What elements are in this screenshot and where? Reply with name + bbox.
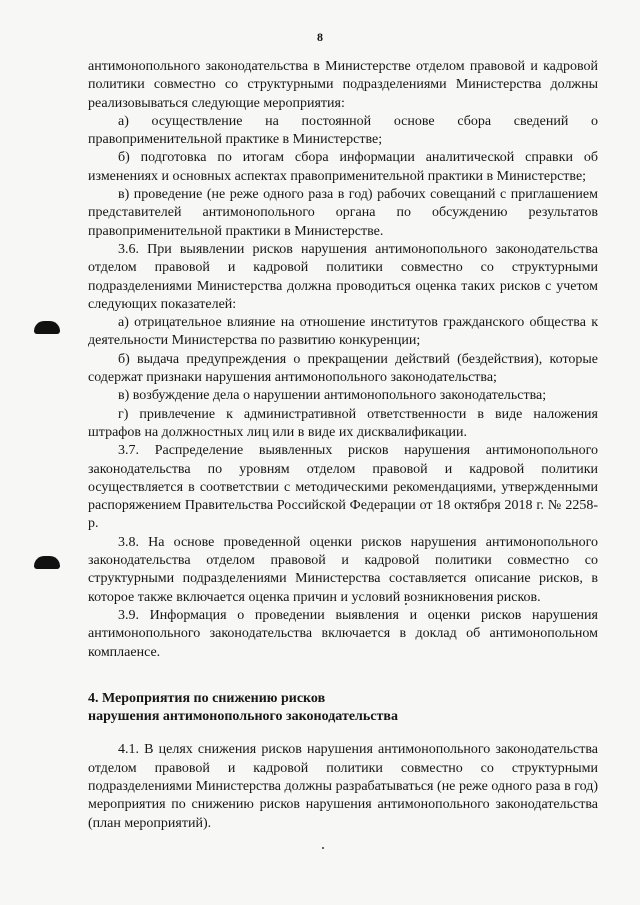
section-heading-line1: 4. Мероприятия по снижению рисков bbox=[88, 690, 326, 706]
list-item-b: б) подготовка по итогам сбора информации аналитической справки об изменениях и основных аспектах правоприменительной практики в Министерстве; bbox=[88, 150, 598, 184]
clause-4-1: 4.1. В целях снижения рисков нарушения антимонопольного законодательства отделом правовой и кадровой политики совместно со структурными подразделениями Министерства должны разрабатываться (не реже одного раза в год) мероприятия по снижению рисков нарушения антимонопольного законодательства (план мероприятий). bbox=[88, 742, 598, 831]
document-body bbox=[88, 58, 598, 833]
clause-3-8: 3.8. На основе проведенной оценки рисков нарушения антимонопольного законодательства отделом правовой и кадровой политики совместно со структурными подразделениями Министерства составляется описание рисков, в которое также включается оценка причин и условий возникновения рисков. bbox=[88, 534, 598, 605]
clause-3-9: 3.9. Информация о проведении выявления и оценки рисков нарушения антимонопольного законодательства включается в доклад об антимонопольном комплаенсе. bbox=[88, 607, 598, 660]
list-item-d: г) привлечение к административной ответственности в виде наложения штрафов на должностных лиц или в виде их дисквалификации. bbox=[88, 406, 598, 440]
list-item-c: в) проведение (не реже одного раза в год) рабочих совещаний с приглашением представителей антимонопольного органа по обсуждению результатов правоприменительной практики в Министерстве. bbox=[88, 187, 598, 239]
scan-speck bbox=[322, 847, 324, 849]
section-heading-line2: нарушения антимонопольного законодательства bbox=[88, 709, 398, 725]
list-item-a: а) осуществление на постоянной основе сбора сведений о правоприменительной практике в Министерстве; bbox=[88, 113, 598, 148]
binding-hole-mark bbox=[34, 556, 60, 569]
clause-3-7: 3.7. Распределение выявленных рисков нарушения антимонопольного законодательства по уровням отделом правовой и кадровой политики осуществляется в соответствии с методическими рекомендациями, утвержденными распоряжением Правительства Российской Федерации от 18 октября 2018 г. № 2258-р. bbox=[88, 443, 598, 532]
list-item-b: б) выдача предупреждения о прекращении действий (бездействия), которые содержат признаки нарушения антимонопольного законодательства; bbox=[88, 351, 598, 386]
paragraph-continuation: антимонопольного законодательства в Министерстве отделом правовой и кадровой политики совместно со структурными подразделениями Министерства должны реализовываться следующие мероприятия: bbox=[88, 59, 598, 111]
binding-hole-mark bbox=[34, 321, 60, 334]
page-number: 8 bbox=[317, 30, 323, 44]
list-item-c: в) возбуждение дела о нарушении антимонопольного законодательства; bbox=[118, 388, 547, 404]
clause-3-6: 3.6. При выявлении рисков нарушения антимонопольного законодательства отделом правовой и кадровой политики совместно со структурными подразделениями Министерства должна проводиться оценка таких рисков с учетом следующих показателей: bbox=[88, 241, 598, 312]
list-item-a: а) отрицательное влияние на отношение институтов гражданского общества к деятельности Министерства по развитию конкуренции; bbox=[88, 315, 598, 349]
